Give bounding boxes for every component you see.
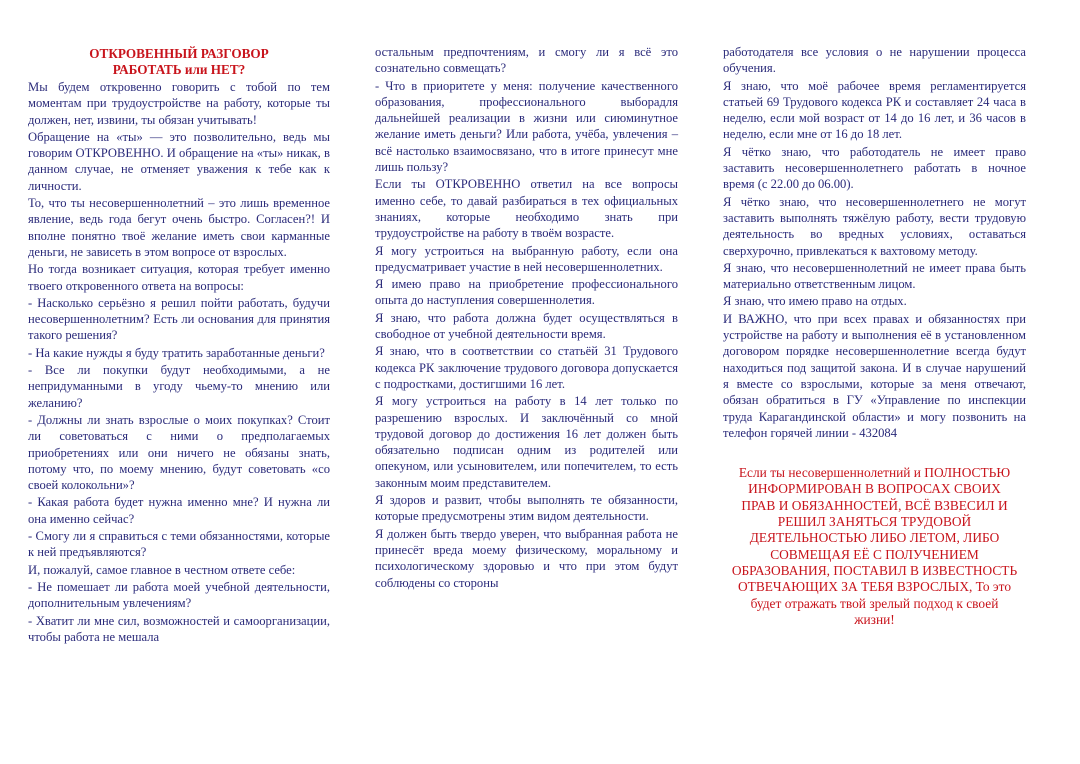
rights-item: Я знаю, что имею право на отдых.: [723, 294, 907, 309]
paragraph: Мы будем откровенно говорить с тобой по тем моментам при трудоустройстве на работу, которые ты должен, нет, извини, ты обязан учитывать!: [28, 80, 330, 127]
question-item: - Смогу ли я справиться с теми обязанностями, которые к ней предъявляются?: [28, 529, 330, 560]
paragraph: остальным предпочтениям, и смогу ли я всё это сознательно совмещать?: [375, 45, 678, 76]
column-3: [723, 44, 1026, 628]
rights-item: Я знаю, что моё рабочее время регламентируется статьей 69 Трудового кодекса РК и составляет 24 часа в неделю, если мой возраст от 14 до 16 лет, и 36 часов в неделю, если мне от 16 до 18 лет.: [723, 78, 1026, 142]
rights-item: Я здоров и развит, чтобы выполнять те обязанности, которые предусмотрены этим видом деятельности.: [375, 493, 678, 524]
rights-item: Я чётко знаю, что работодатель не имеет право заставить несовершеннолетнего работать в ночное время (с 22.00 до 06.00).: [723, 144, 1026, 192]
closing-message: Если ты несовершеннолетний и ПОЛНОСТЬЮ ИНФОРМИРОВАН В ВОПРОСАХ СВОИХ ПРАВ И ОБЯЗАННОСТЕЙ, ВСЁ ВЗВЕСИЛ И РЕШИЛ ЗАНЯТЬСЯ ТРУДОВОЙ ДЕЯТЕЛЬНОСТЬЮ ЛИБО ЛЕТОМ, ЛИБО СОВМЕЩАЯ ЕЁ С ПОЛУЧЕНИЕМ ОБРАЗОВАНИЯ, ПОСТАВИЛ В ИЗВЕСТНОСТЬ ОТВЕЧАЮЩИХ ЗА ТЕБЯ ВЗРОСЛЫХ, То это будет отражать твой зрелый подход к своей жизни!: [731, 465, 1018, 627]
title-line-2: РАБОТАТЬ или НЕТ?: [112, 62, 246, 77]
question-item: - Не помешает ли работа моей учебной деятельности, дополнительным увлечениям?: [28, 579, 330, 611]
title-line-1: ОТКРОВЕННЫЙ РАЗГОВОР: [89, 46, 269, 61]
question-item: - Что в приоритете у меня: получение качественного образования, профессионального выборадля дальнейшей реализации в жизни или сиюминутное желание иметь деньги? Или работа, учёба, увлечения – всё настолько взаимосвязано, что в итоге принесут мне лишь пользу?: [375, 78, 678, 175]
paragraph: Если ты ОТКРОВЕННО ответил на все вопросы именно себе, то давай разбираться в тех официальных знаниях, которые необходимо знать при трудоустройстве на работу в твоём возрасте.: [375, 177, 678, 241]
paragraph: И, пожалуй, самое главное в честном ответе себе:: [28, 562, 296, 577]
rights-item: Я могу устроиться на выбранную работу, если она предусматривает участие в ней несовершеннолетних.: [375, 243, 678, 274]
rights-item: Я знаю, что работа должна будет осуществляться в свободное от учебной деятельности время.: [375, 310, 678, 342]
rights-item: Я чётко знаю, что несовершеннолетнего не могут заставить выполнять тяжёлую работу, вести трудовую деятельность во вредных условиях, оставаться сверхурочно, привлекаться к вахтовому методу.: [723, 194, 1026, 258]
question-item: - Все ли покупки будут необходимыми, а не непридуманными в угоду чьему-то мнению или желанию?: [28, 363, 330, 410]
rights-item: Я могу устроиться на работу в 14 лет только по разрешению взрослых. И заключённый со мной трудовой договор до достижения 16 лет должен быть обязательно подписан одним из родителей или опекуном, или усыновителем, или попечителем, то есть законным моим представителем.: [375, 394, 678, 490]
question-item: - Хватит ли мне сил, возможностей и самоорганизации, чтобы работа не мешала: [28, 613, 330, 644]
rights-item: Я знаю, что несовершеннолетний не имеет права быть материально ответственным лицом.: [723, 260, 1026, 292]
question-item: - Должны ли знать взрослые о моих покупках? Стоит ли советоваться с ними о предполагаемых приобретениях или они ничего не обязаны знать, потому что, по моему мнению, будут советовать «со своей колокольни»?: [28, 412, 330, 493]
column-1: [28, 44, 330, 646]
paragraph: работодателя все условия о не нарушении процесса обучения.: [723, 45, 1026, 76]
rights-item: Я должен быть твердо уверен, что выбранная работа не принесёт вреда моему физическому, моральному и психологическому здоровью и что при этом будут соблюдены со стороны: [375, 526, 678, 590]
paragraph: Обращение на «ты» — это позволительно, ведь мы говорим ОТКРОВЕННО. И обращение на «ты» никак, в данном случае, не отменяет уважения к тебе как к личности.: [28, 129, 330, 193]
question-item: - Какая работа будет нужна именно мне? И нужна ли она именно сейчас?: [28, 495, 330, 526]
page-title: [28, 46, 330, 78]
rights-item: Я знаю, что в соответствии со статьёй 31 Трудового кодекса РК заключение трудового договора допускается с подростками, достигшими 16 лет.: [375, 344, 678, 391]
question-item: - Насколько серьёзно я решил пойти работать, будучи несовершеннолетним? Есть ли основания для принятия такого решения?: [28, 295, 330, 343]
column-2: [375, 44, 678, 592]
rights-item: И ВАЖНО, что при всех правах и обязанностях при устройстве на работу и выполнения её в установленном договором порядке несовершеннолетние всегда будут находиться под защитой закона. И в случае нарушений я вместе со взрослыми, которые за меня отвечают, обязан обратиться в ГУ «Управление по инспекции труда Карагандинской области» и могу позвонить на телефон горячей линии - 432084: [723, 311, 1026, 440]
question-item: - На какие нужды я буду тратить заработанные деньги?: [28, 345, 325, 360]
paragraph: Но тогда возникает ситуация, которая требует именно твоего откровенного ответа на вопросы:: [28, 262, 330, 293]
paragraph: То, что ты несовершеннолетний – это лишь временное явление, ведь года бегут очень быстро. Согласен?! И вполне понятно твоё желание иметь свои карманные деньги, не зависеть в этом вопросе от взрослых.: [28, 196, 330, 259]
rights-item: Я имею право на приобретение профессионального опыта до наступления совершеннолетия.: [375, 277, 678, 308]
